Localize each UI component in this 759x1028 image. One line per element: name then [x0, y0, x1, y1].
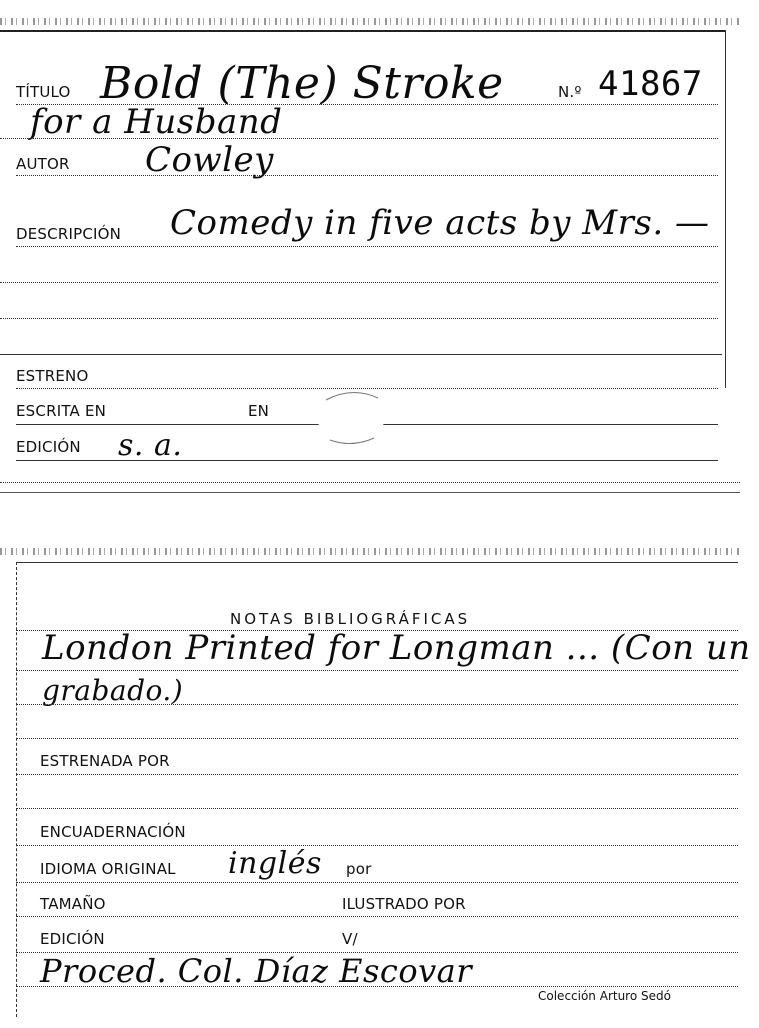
descripcion-rule-1 [16, 246, 718, 247]
titulo-value-line2: for a Husband [30, 102, 283, 142]
idioma-original-value: inglés [228, 846, 322, 881]
ilustrado-por-label: ILUSTRADO POR [342, 895, 466, 913]
procedencia-rule [16, 986, 738, 987]
estrenada-por-rule [16, 774, 738, 775]
edicion-rule [16, 460, 718, 461]
autor-value: Cowley [145, 140, 274, 180]
card-top-border [0, 30, 726, 32]
edicion-label: EDICIÓN [16, 438, 81, 456]
procedencia-value: Proced. Col. Díaz Escovar [40, 952, 473, 990]
catalog-card-front [0, 0, 759, 500]
autor-label: AUTOR [16, 155, 70, 173]
card-front-bottom-edge [0, 482, 740, 483]
tamano-label: TAMAÑO [40, 895, 106, 913]
card-right-border [725, 30, 726, 388]
notas-bibliograficas-title: NOTAS BIBLIOGRÁFICAS [230, 610, 471, 628]
titulo-label: TÍTULO [16, 83, 71, 101]
descripcion-value: Comedy in five acts by Mrs. — [170, 203, 710, 243]
edicion-back-label: EDICIÓN [40, 930, 105, 948]
estreno-label: ESTRENO [16, 367, 89, 385]
tamano-rule [16, 916, 738, 917]
catalog-card-back [0, 540, 759, 1028]
card-back-top-border [16, 562, 738, 563]
escrita-en-label: ESCRITA EN [16, 402, 107, 420]
titulo-line2-rule [0, 138, 718, 139]
card-top-edge [0, 18, 740, 25]
idioma-original-label: IDIOMA ORIGINAL [40, 860, 176, 878]
card-back-top-edge [0, 548, 740, 555]
descripcion-rule-4 [0, 354, 722, 355]
v-label: V/ [342, 930, 358, 948]
estrenada-por-label: ESTRENADA POR [40, 752, 170, 770]
notas-rule-2 [16, 670, 738, 671]
descripcion-label: DESCRIPCIÓN [16, 225, 122, 243]
descripcion-rule-2 [0, 282, 718, 283]
edicion-value: s. a. [118, 428, 183, 463]
idioma-original-rule [16, 882, 738, 883]
notas-rule-3 [16, 704, 738, 705]
notas-line-1: London Printed for Longman ... (Con un [42, 628, 751, 668]
collection-label: Colección Arturo Sedó [538, 989, 671, 1003]
en-label: EN [248, 402, 270, 420]
notas-line-2: grabado.) [42, 674, 184, 707]
encuadernacion-label: ENCUADERNACIÓN [40, 823, 186, 841]
autor-rule [16, 175, 718, 176]
por-label: por [346, 860, 372, 878]
notas-rule-4 [16, 738, 738, 739]
titulo-value: Bold (The) Stroke [100, 58, 504, 109]
numero-value: 41867 [598, 64, 703, 104]
paper-hole-outline [322, 388, 384, 450]
encuadernacion-rule [16, 845, 738, 846]
numero-label: N.º [558, 83, 582, 101]
estrenada-por-rule-2 [16, 808, 738, 809]
descripcion-rule-3 [0, 318, 718, 319]
card-front-bottom-border [0, 492, 740, 493]
